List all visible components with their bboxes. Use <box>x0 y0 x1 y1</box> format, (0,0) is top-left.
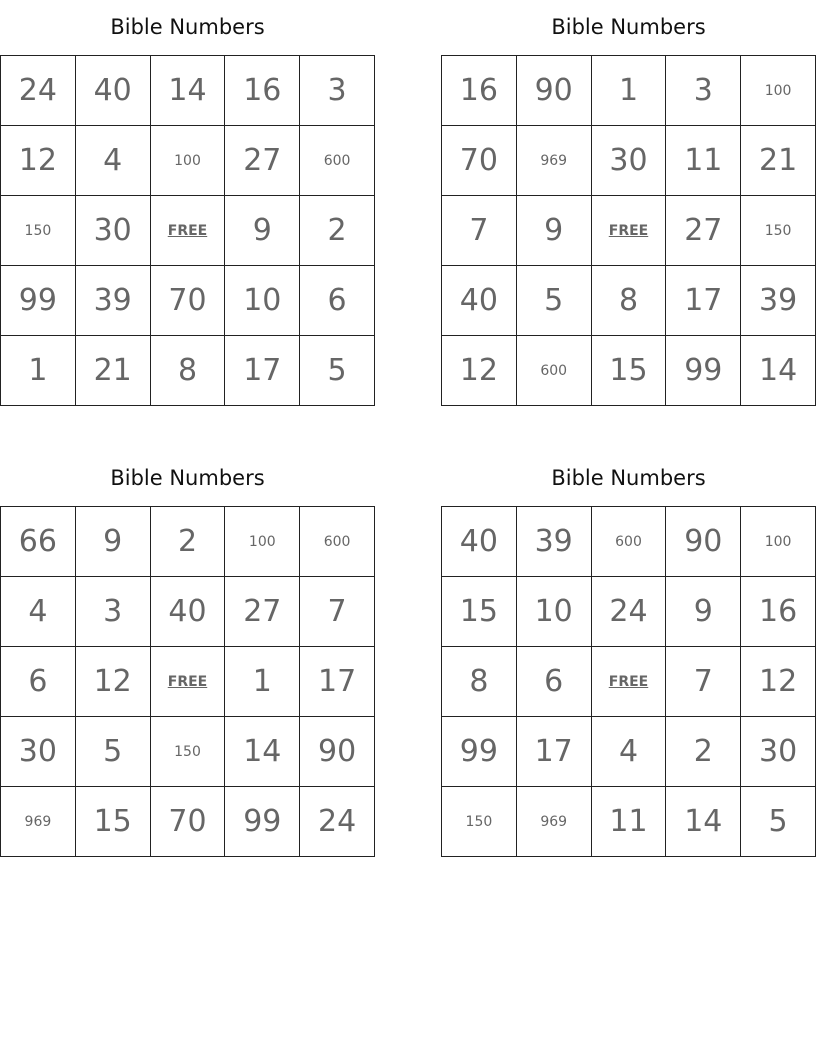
number-cell: 6 <box>300 266 375 336</box>
number-cell: 14 <box>666 787 741 857</box>
bingo-grid <box>441 506 816 857</box>
number-cell: 100 <box>151 126 226 196</box>
card-title: Bible Numbers <box>551 15 706 39</box>
number-cell: 39 <box>76 266 151 336</box>
number-cell: 150 <box>442 787 517 857</box>
number-cell: 17 <box>666 266 741 336</box>
number-cell: 90 <box>300 717 375 787</box>
number-cell: 600 <box>592 507 667 577</box>
bingo-grid <box>441 55 816 406</box>
number-cell: 17 <box>225 336 300 406</box>
number-cell: 8 <box>592 266 667 336</box>
number-cell: 16 <box>225 56 300 126</box>
number-cell: 27 <box>666 196 741 266</box>
number-cell: 99 <box>225 787 300 857</box>
number-cell: 150 <box>1 196 76 266</box>
bingo-card-1 <box>0 0 375 406</box>
number-cell: 969 <box>517 126 592 196</box>
bingo-grid <box>0 55 375 406</box>
number-cell: 21 <box>741 126 816 196</box>
number-cell: 5 <box>300 336 375 406</box>
number-cell: 8 <box>442 647 517 717</box>
number-cell: 66 <box>1 507 76 577</box>
number-cell: 12 <box>1 126 76 196</box>
number-cell: 15 <box>592 336 667 406</box>
number-cell: 21 <box>76 336 151 406</box>
number-cell: 5 <box>76 717 151 787</box>
number-cell: 100 <box>225 507 300 577</box>
number-cell: 7 <box>300 577 375 647</box>
number-cell: 12 <box>442 336 517 406</box>
number-cell: 3 <box>666 56 741 126</box>
number-cell: 5 <box>741 787 816 857</box>
number-cell: 9 <box>76 507 151 577</box>
number-cell: 15 <box>442 577 517 647</box>
number-cell: 15 <box>76 787 151 857</box>
number-cell: 6 <box>517 647 592 717</box>
number-cell: 14 <box>151 56 226 126</box>
number-cell: 7 <box>442 196 517 266</box>
number-cell: 5 <box>517 266 592 336</box>
number-cell: 24 <box>300 787 375 857</box>
number-cell: 24 <box>1 56 76 126</box>
number-cell: 2 <box>300 196 375 266</box>
number-cell: 600 <box>517 336 592 406</box>
bingo-grid <box>0 506 375 857</box>
number-cell: 11 <box>592 787 667 857</box>
number-cell: 30 <box>592 126 667 196</box>
card-title: Bible Numbers <box>110 15 265 39</box>
number-cell: 70 <box>442 126 517 196</box>
number-cell: 17 <box>300 647 375 717</box>
number-cell: 17 <box>517 717 592 787</box>
bingo-card-4 <box>441 451 816 857</box>
number-cell: 30 <box>741 717 816 787</box>
free-space-cell: FREE <box>592 647 667 717</box>
number-cell: 99 <box>1 266 76 336</box>
number-cell: 10 <box>225 266 300 336</box>
number-cell: 1 <box>592 56 667 126</box>
number-cell: 9 <box>517 196 592 266</box>
number-cell: 24 <box>592 577 667 647</box>
number-cell: 9 <box>225 196 300 266</box>
number-cell: 99 <box>442 717 517 787</box>
card-title: Bible Numbers <box>551 466 706 490</box>
number-cell: 14 <box>225 717 300 787</box>
free-space-cell: FREE <box>151 196 226 266</box>
bingo-card-2 <box>441 0 816 406</box>
number-cell: 27 <box>225 126 300 196</box>
number-cell: 100 <box>741 56 816 126</box>
number-cell: 4 <box>592 717 667 787</box>
card-title: Bible Numbers <box>110 466 265 490</box>
number-cell: 3 <box>76 577 151 647</box>
number-cell: 40 <box>151 577 226 647</box>
number-cell: 40 <box>76 56 151 126</box>
number-cell: 16 <box>442 56 517 126</box>
number-cell: 30 <box>76 196 151 266</box>
number-cell: 30 <box>1 717 76 787</box>
number-cell: 2 <box>151 507 226 577</box>
number-cell: 150 <box>741 196 816 266</box>
number-cell: 12 <box>76 647 151 717</box>
number-cell: 7 <box>666 647 741 717</box>
number-cell: 4 <box>76 126 151 196</box>
free-space-cell: FREE <box>151 647 226 717</box>
number-cell: 39 <box>741 266 816 336</box>
number-cell: 70 <box>151 787 226 857</box>
number-cell: 14 <box>741 336 816 406</box>
number-cell: 12 <box>741 647 816 717</box>
number-cell: 969 <box>1 787 76 857</box>
number-cell: 99 <box>666 336 741 406</box>
number-cell: 90 <box>517 56 592 126</box>
number-cell: 600 <box>300 126 375 196</box>
number-cell: 9 <box>666 577 741 647</box>
bingo-card-3 <box>0 451 375 857</box>
number-cell: 27 <box>225 577 300 647</box>
number-cell: 70 <box>151 266 226 336</box>
number-cell: 1 <box>225 647 300 717</box>
number-cell: 150 <box>151 717 226 787</box>
free-space-cell: FREE <box>592 196 667 266</box>
number-cell: 4 <box>1 577 76 647</box>
number-cell: 1 <box>1 336 76 406</box>
number-cell: 90 <box>666 507 741 577</box>
number-cell: 39 <box>517 507 592 577</box>
number-cell: 2 <box>666 717 741 787</box>
number-cell: 100 <box>741 507 816 577</box>
number-cell: 40 <box>442 266 517 336</box>
number-cell: 6 <box>1 647 76 717</box>
number-cell: 10 <box>517 577 592 647</box>
number-cell: 40 <box>442 507 517 577</box>
number-cell: 3 <box>300 56 375 126</box>
number-cell: 600 <box>300 507 375 577</box>
number-cell: 969 <box>517 787 592 857</box>
number-cell: 11 <box>666 126 741 196</box>
number-cell: 8 <box>151 336 226 406</box>
number-cell: 16 <box>741 577 816 647</box>
